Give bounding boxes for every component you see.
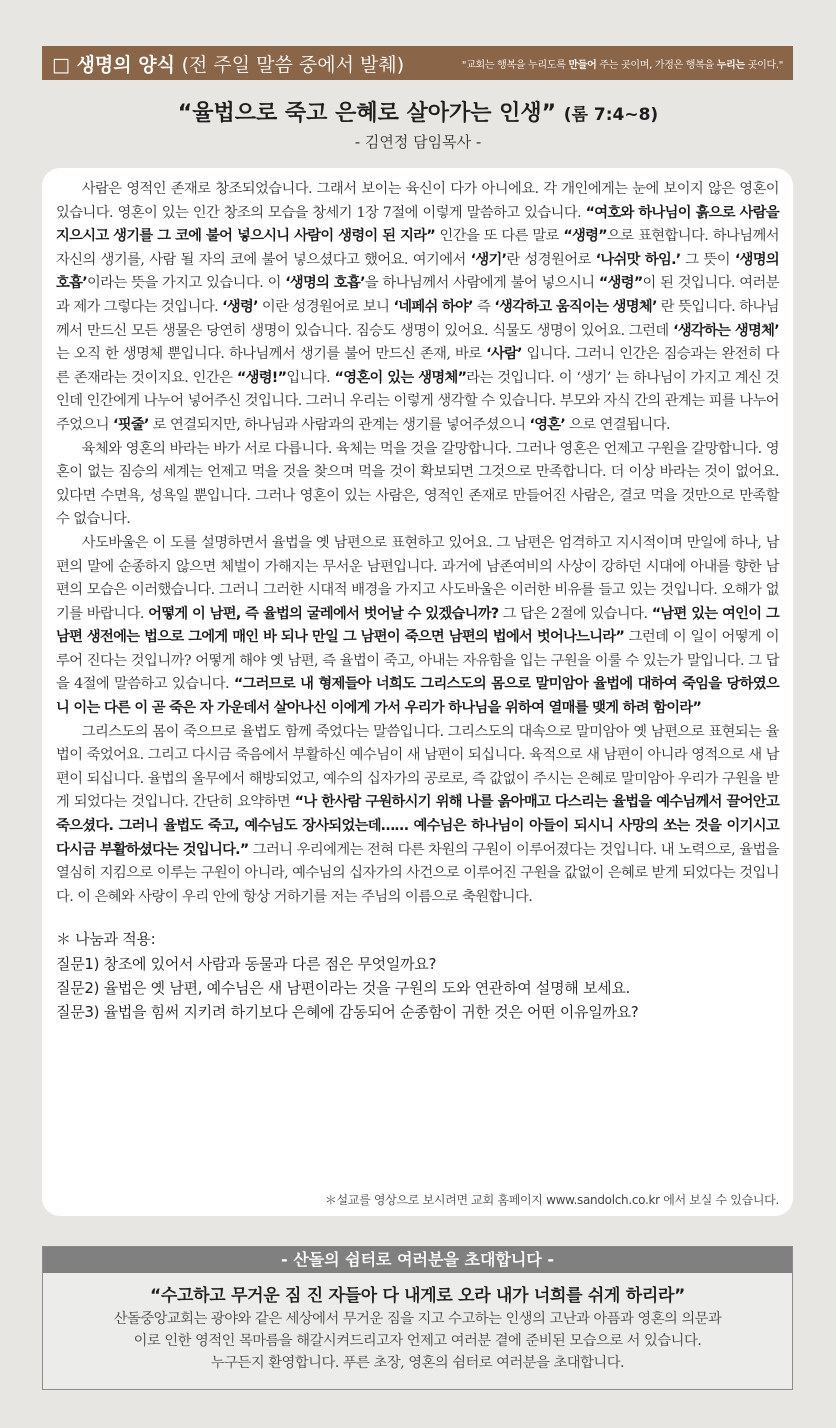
section-title-text: 생명의 양식 — [76, 53, 175, 76]
paragraph-text: 육체와 영혼의 바라는 바가 서로 다릅니다. 육체는 먹을 것을 갈망합니다. 그러나 영혼은 언제고 구원을 갈망합니다. 영혼이 없는 짐승의 세계는 언제고 먹을 것을 찾으며 먹을 것이 확보되면 그것으로 만족합니다. 더 이상 바라는 것이 없어요. 있다면 수면욕, 성욕일 뿐입니다. 그러나 영혼이 있는 사람은, 영적인 존재로 만들어진 사람은, 결코 먹을 것만으로 만족할 수 없습니다. — [56, 440, 779, 528]
emphasized-text: ‘영혼’ — [529, 416, 566, 433]
paragraph-text: 을 하나님께서 사람에게 불어 넣으시니 — [364, 275, 599, 292]
section-title — [52, 50, 404, 77]
emphasized-text: ‘생명의 호흡’ — [56, 251, 779, 292]
paragraph-text: 는 오직 한 생명체 뿐입니다. 하나님께서 생기를 불어 만드신 존재, 바로 — [56, 346, 487, 363]
invitation-line: 누구든지 환영합니다. 푸른 초장, 영혼의 쉼터로 여러분을 초대합니다. — [210, 1355, 625, 1371]
emphasized-text: “생령!” — [236, 369, 287, 386]
checkbox-square-icon: □ — [52, 53, 70, 76]
sermon-paragraph — [56, 178, 779, 438]
sermon-title — [0, 96, 836, 127]
scripture-reference: (롬 7:4~8) — [563, 105, 659, 125]
header-quote: "교회는 행복을 누리도록 만들어 주는 곳이며, 가정은 행복을 누리는 곳이다." — [461, 59, 783, 71]
sermon-title-text: “율법으로 죽고 은혜로 살아가는 인생” — [177, 101, 557, 126]
paragraph-text: 인간을 또 다른 말로 — [435, 228, 564, 245]
emphasized-text: “그러므로 내 형제들아 너희도 그리스도의 몸으로 말미암아 율법에 대하여 죽임을 당하였으니 이는 다른 이 곧 죽은 자 가운데서 살아나신 이에게 가서 우리가 하나님을 위하여 열매를 맺게 하려 함이라” — [56, 676, 779, 717]
invitation-box — [42, 1246, 793, 1390]
video-note: ＊설교를 영상으로 보시려면 교회 홈페이지 www.sandolch.co.kr 에서 보실 수 있습니다. — [324, 1193, 779, 1207]
paragraph-text: 입니다. 그러니 인간은 짐승과는 완전히 다른 존재라는 것이지요. 인간은 — [56, 346, 779, 386]
question-3: 질문3) 율법을 힘써 지키려 하기보다 은혜에 감동되어 순종함이 귀한 것은 어떤 이유일까요? — [56, 1003, 639, 1022]
emphasized-text: ‘네페쉬 하야’ — [393, 298, 473, 315]
emphasized-text: “나 한사람 구원하시기 위해 나를 옭아매고 다스리는 율법을 예수님께서 끌어안고 죽으셨다. 그러니 율법도 죽고, 예수님도 장사되었는데…… 예수님은 하나님이 아들이 되시니 사망의 쏘는 것을 이기시고 다시금 부활하셨다는 것입니다.” — [56, 794, 779, 858]
paragraph-text: 사도바울은 이 도를 설명하면서 율법을 옛 남편으로 표현하고 있어요. 그 남편은 엄격하고 지시적이며 만일에 하나, 남편의 말에 순종하지 않으면 체벌이 가해지는 무서운 남편입니다. 과거에 남존여비의 사상이 강하던 시대에 아내를 향한 남편의 모습은 이러했습니다. 그러니 그러한 시대적 배경을 가지고 사도바울은 이러한 비유를 들고 있는 것입니다. 오해가 없기를 바랍니다. — [56, 534, 780, 622]
emphasized-text: “생령” — [598, 275, 643, 292]
paragraph-text: 란 뜻입니다. 하나님께서 만드신 모든 생물은 당연히 생명이 있습니다. 짐승도 생명이 있어요. 식물도 생명이 있어요. 그런데 — [56, 298, 780, 339]
sermon-paragraph — [56, 532, 779, 721]
emphasized-text: ‘생기’ — [470, 251, 507, 268]
preacher-name: - 김연정 담임목사 - — [354, 133, 482, 151]
paragraph-text: 즉 — [472, 298, 495, 315]
invitation-verse: “수고하고 무거운 짐 진 자들아 다 내게로 오라 내가 너희를 쉬게 하리라” — [150, 1286, 685, 1306]
paragraph-text: 이란 성경원어로 보니 — [257, 298, 394, 315]
paragraph-text: 으로 표현합니다. 하나님께서 자신의 생기를, 사람 될 자의 코에 불어 넣으셨다고 했어요. 여기에서 — [56, 228, 779, 268]
paragraph-text: 사람은 영적인 존재로 창조되었습니다. 그래서 보이는 육신이 다가 아니에요. 각 개인에게는 눈에 보이지 않은 영혼이 있습니다. 영혼이 있는 인간 창조의 모습을 창세기 1장 7절에 이렇게 말씀하고 있습니다. — [56, 181, 779, 221]
paragraph-text: 그러니 우리에게는 전혀 다른 차원의 구원이 이루어졌다는 것입니다. 내 노력으로, 율법을 열심히 지킴으로 이루는 구원이 아니라, 예수님의 십자가의 사건으로 이루어진 구원을 값없이 은혜로 받게 되었다는 것입니다. 이 은혜와 사랑이 우리 안에 항상 거하기를 저는 주님의 이름으로 축원합니다. — [56, 841, 779, 905]
invitation-line: 이로 인한 영적인 목마름을 해갈시켜드리고자 언제고 여러분 곁에 준비된 모습으로 서 있습니다. — [133, 1333, 702, 1349]
discussion-section — [56, 927, 779, 1024]
paragraph-text: 란 성경원어로 — [506, 251, 596, 268]
section-subtitle: (전 주일 말씀 중에서 발췌) — [181, 53, 405, 76]
emphasized-text: ‘핏줄’ — [113, 416, 149, 433]
paragraph-text: 그리스도의 몸이 죽으므로 율법도 함께 죽었다는 말씀입니다. 그리스도의 대속으로 말미암아 옛 남편으로 표현되는 율법이 죽었어요. 그리고 다시금 죽음에서 부활하신 예수님이 새 남편이 되십니다. 육적으로 새 남편이 아니라 영적으로 새 남편이 되십니다. 율법의 올무에서 해방되었고, 예수의 십자가의 공로로, 즉 값없이 주시는 은혜로 말미암아 우리가 구원을 받게 되었다는 것입니다. 간단히 요약하면 — [56, 723, 779, 811]
emphasized-text: “남편 있는 여인이 그 남편 생전에는 법으로 그에게 매인 바 되나 만일 그 남편이 죽으면 남편의 법에서 벗어나느니라” — [56, 605, 779, 646]
sermon-content-box — [42, 168, 793, 1216]
paragraph-text: 입니다. — [286, 369, 335, 386]
question-1: 질문1) 창조에 있어서 사람과 동물과 다른 점은 무엇일까요? — [56, 955, 437, 974]
paragraph-text: 로 연결되지만, 하나님과 사람과의 관계는 생기를 넣어주셨으니 — [148, 416, 530, 433]
emphasized-text: ‘생령’ — [222, 298, 258, 315]
paragraph-text: 라는 것입니다. 이 ‘생기’ 는 하나님이 가지고 계신 것인데 인간에게 나누어 넣어주신 것입니다. 그러니 우리는 이렇게 생각할 수 있습니다. 부모와 자식 간의 관계는 피를 나누어주었으니 — [56, 369, 779, 433]
emphasized-text: ‘생각하고 움직이는 생명체’ — [494, 298, 657, 315]
section-header-bar — [42, 46, 793, 80]
emphasized-text: 어떻게 이 남편, 즉 율법의 굴레에서 벗어날 수 있겠습니까? — [148, 605, 499, 622]
emphasized-text: ‘사람’ — [486, 346, 522, 363]
paragraph-text: 그 뜻이 — [680, 251, 735, 268]
invitation-banner: - 산돌의 쉼터로 여러분을 초대합니다 - — [43, 1247, 792, 1273]
paragraph-text: 이 된 것입니다. 여러분과 제가 그렇다는 것입니다. — [56, 275, 779, 315]
emphasized-text: ‘생명의 호흡’ — [285, 275, 365, 292]
paragraph-text: 이라는 뜻을 가지고 있습니다. 이 — [86, 275, 286, 292]
invitation-line: 산돌중앙교회는 광야와 같은 세상에서 무거운 짐을 지고 수고하는 인생의 고난과 아픔과 영혼의 의문과 — [113, 1311, 722, 1327]
paragraph-text: 으로 연결됩니다. — [565, 416, 670, 433]
emphasized-text: “영혼이 있는 생명체” — [334, 369, 467, 386]
discussion-heading: ＊ 나눔과 적용: — [56, 930, 156, 949]
emphasized-text: ‘생각하는 생명체’ — [673, 322, 779, 339]
sermon-paragraph — [56, 438, 779, 532]
paragraph-text: 그런데 이 일이 어떻게 이루어 진다는 것입니까? 어떻게 해야 옛 남편, 즉 율법이 죽고, 아내는 자유함을 입는 구원을 이룰 수 있는가 말입니다. 그 답을 4절에 말씀하고 있습니다. — [56, 629, 779, 693]
emphasized-text: “여호와 하나님이 흙으로 사람을 지으시고 생기를 그 코에 불어 넣으시니 사람이 생령이 된 지라” — [56, 204, 779, 245]
sermon-paragraph — [56, 721, 779, 910]
paragraph-text: 그 답은 2절에 있습니다. — [498, 605, 652, 622]
question-2: 질문2) 율법은 옛 남편, 예수님은 새 남편이라는 것을 구원의 도와 연관하여 설명해 보세요. — [56, 979, 631, 998]
emphasized-text: “생령” — [563, 228, 607, 245]
sermon-body — [56, 178, 779, 909]
emphasized-text: ‘나쉬맛 하임.’ — [595, 251, 681, 268]
invitation-text — [43, 1308, 792, 1374]
